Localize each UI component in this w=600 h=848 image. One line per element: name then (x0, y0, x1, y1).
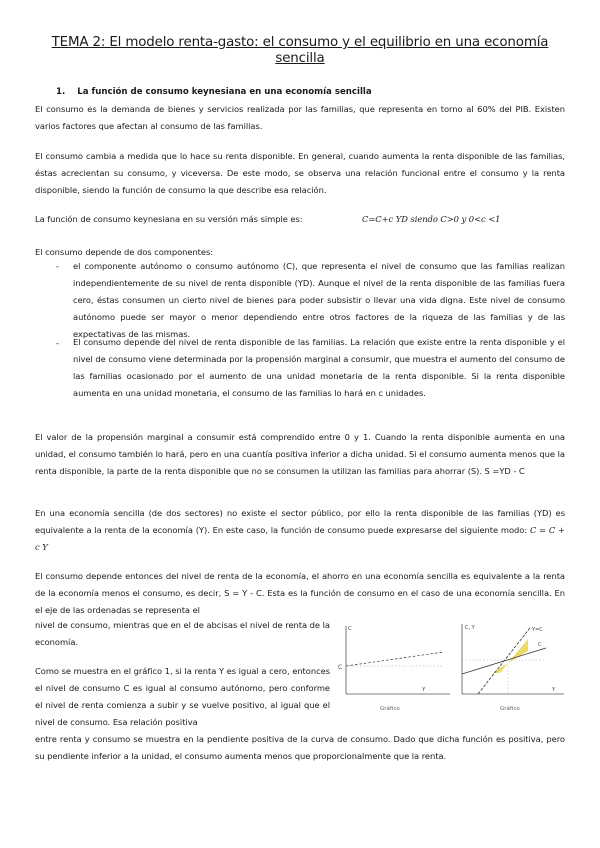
section-title: La función de consumo keynesiana en una economía sencilla (77, 87, 372, 97)
bullet-marginal-propensity: El consumo depende del nivel de renta disponible de las familias. La relación que existe entre la renta disponible y el nivel de consumo viene determinada por la propensión marginal a consumir, que muestra el aumento del consumo de las familias ocasionado por el aumento de una unidad monetaria de la renta disponible. Si la renta disponible aumenta en una unidad monetaria, el consumo de las familias lo hará en c unidades. (73, 337, 565, 398)
right-y-label: C, Y (465, 625, 475, 631)
formula-intro: La función de consumo keynesiana en su versión más simple es: (35, 214, 303, 224)
paragraph-graph-explanation: Como se muestra en el gráfico 1, si la renta Y es igual a cero, entonces el nivel de consumo C es igual al consumo autónomo, pero conforme el nivel de renta comienza a subir y se vuelve positivo, al igual que el nivel de consumo. Esa relación positiva (35, 666, 330, 727)
section-number: 1. (56, 87, 66, 97)
right-line1-label: Y=C (532, 627, 543, 633)
paragraph-simple-economy (35, 505, 565, 556)
left-y-label: C (348, 626, 352, 632)
paragraph-mpc-range: El valor de la propensión marginal a consumir está comprendido entre 0 y 1. Cuando la renta disponible aumenta en una unidad, el consumo también lo hará, pero en una cuantía positiva inferior a dicha unidad. Si el consumo aumenta menos que la renta disponible, la parte de la renta disponible que no se consumen la utilizan las familias para ahorrar (S). S =YD - C (35, 432, 565, 476)
paragraph-disposable-income: El consumo cambia a medida que lo hace su renta disponible. En general, cuando aumenta la renta disponible de las familias, éstas acrecientan su consumo, y viceversa. De este modo, se observa una relación funcional entre el consumo y la renta disponible, siendo la función de consumo la que describe esa relación. (35, 151, 565, 195)
bullet-marker-1: - (56, 261, 60, 271)
consumption-graph (332, 618, 568, 716)
right-dissaving-area (492, 663, 508, 673)
right-consumption-line (462, 648, 546, 674)
right-caption: Gráfico (500, 706, 520, 712)
paragraph-intro: El consumo es la demanda de bienes y servicios realizada por las familias, que representa en torno al 60% del PIB. Existen varios factores que afectan al consumo de las familias. (35, 104, 565, 131)
left-x-label: Y (422, 687, 426, 693)
bullet-marker-2: - (56, 338, 60, 348)
right-line2-label: C (538, 642, 542, 648)
consumption-formula: C=C+c YD siendo C>0 y 0<c <1 (362, 214, 501, 224)
paragraph-slope: entre renta y consumo se muestra en la pendiente positiva de la curva de consumo. Dado que dicha función es positiva, pero su pendiente inferior a la unidad, el consumo aumenta menos que proporcionalmente que la renta. (35, 734, 565, 761)
formula-line (35, 211, 565, 228)
bullet-autonomous-consumption: el componente autónomo o consumo autónomo (C), que representa el nivel de consumo que las familias realizan independientemente de su nivel de renta disponible (YD). Aunque el nivel de la renta disponible de las familias fuera cero, éstas consumen un cierto nivel de bienes para poder subsistir o llevar una vida digna. Este nivel de consumo autónomo puede ser mayor o menor dependiendo entre otros factores de la riqueza de las familias y de las expectativas de las mismas. (73, 261, 565, 339)
section-heading (56, 87, 372, 97)
right-graph (462, 624, 564, 712)
left-consumption-line (346, 652, 444, 666)
left-caption: Gráfico (380, 706, 400, 712)
simple-economy-formula: C = C + c Y (35, 524, 565, 552)
paragraph-axes: nivel de consumo, mientras que en el de abcisas el nivel de renta de la economía. (35, 620, 330, 647)
page-title: TEMA 2: El modelo renta-gasto: el consumo y el equilibrio en una economía sencilla (51, 35, 549, 66)
components-intro: El consumo depende de dos componentes: (35, 247, 214, 257)
simple-economy-text: En una economía sencilla (de dos sectores) no existe el sector público, por ello la renta disponible de las familias (YD) es equivalente a la renta de la economía (Y). En este caso, la función de consumo puede expresarse del siguiente modo: (35, 508, 565, 535)
right-x-label: Y (552, 687, 556, 693)
left-graph (338, 626, 450, 712)
paragraph-savings: El consumo depende entonces del nivel de renta de la economía, el ahorro en una economía sencilla es equivalente a la renta de la economía menos el consumo, es decir, S = Y - C. Esta es la función de consumo en el caso de una economía sencilla. En el eje de las ordenadas se representa el (35, 571, 565, 615)
left-intercept-label: C (338, 664, 343, 671)
